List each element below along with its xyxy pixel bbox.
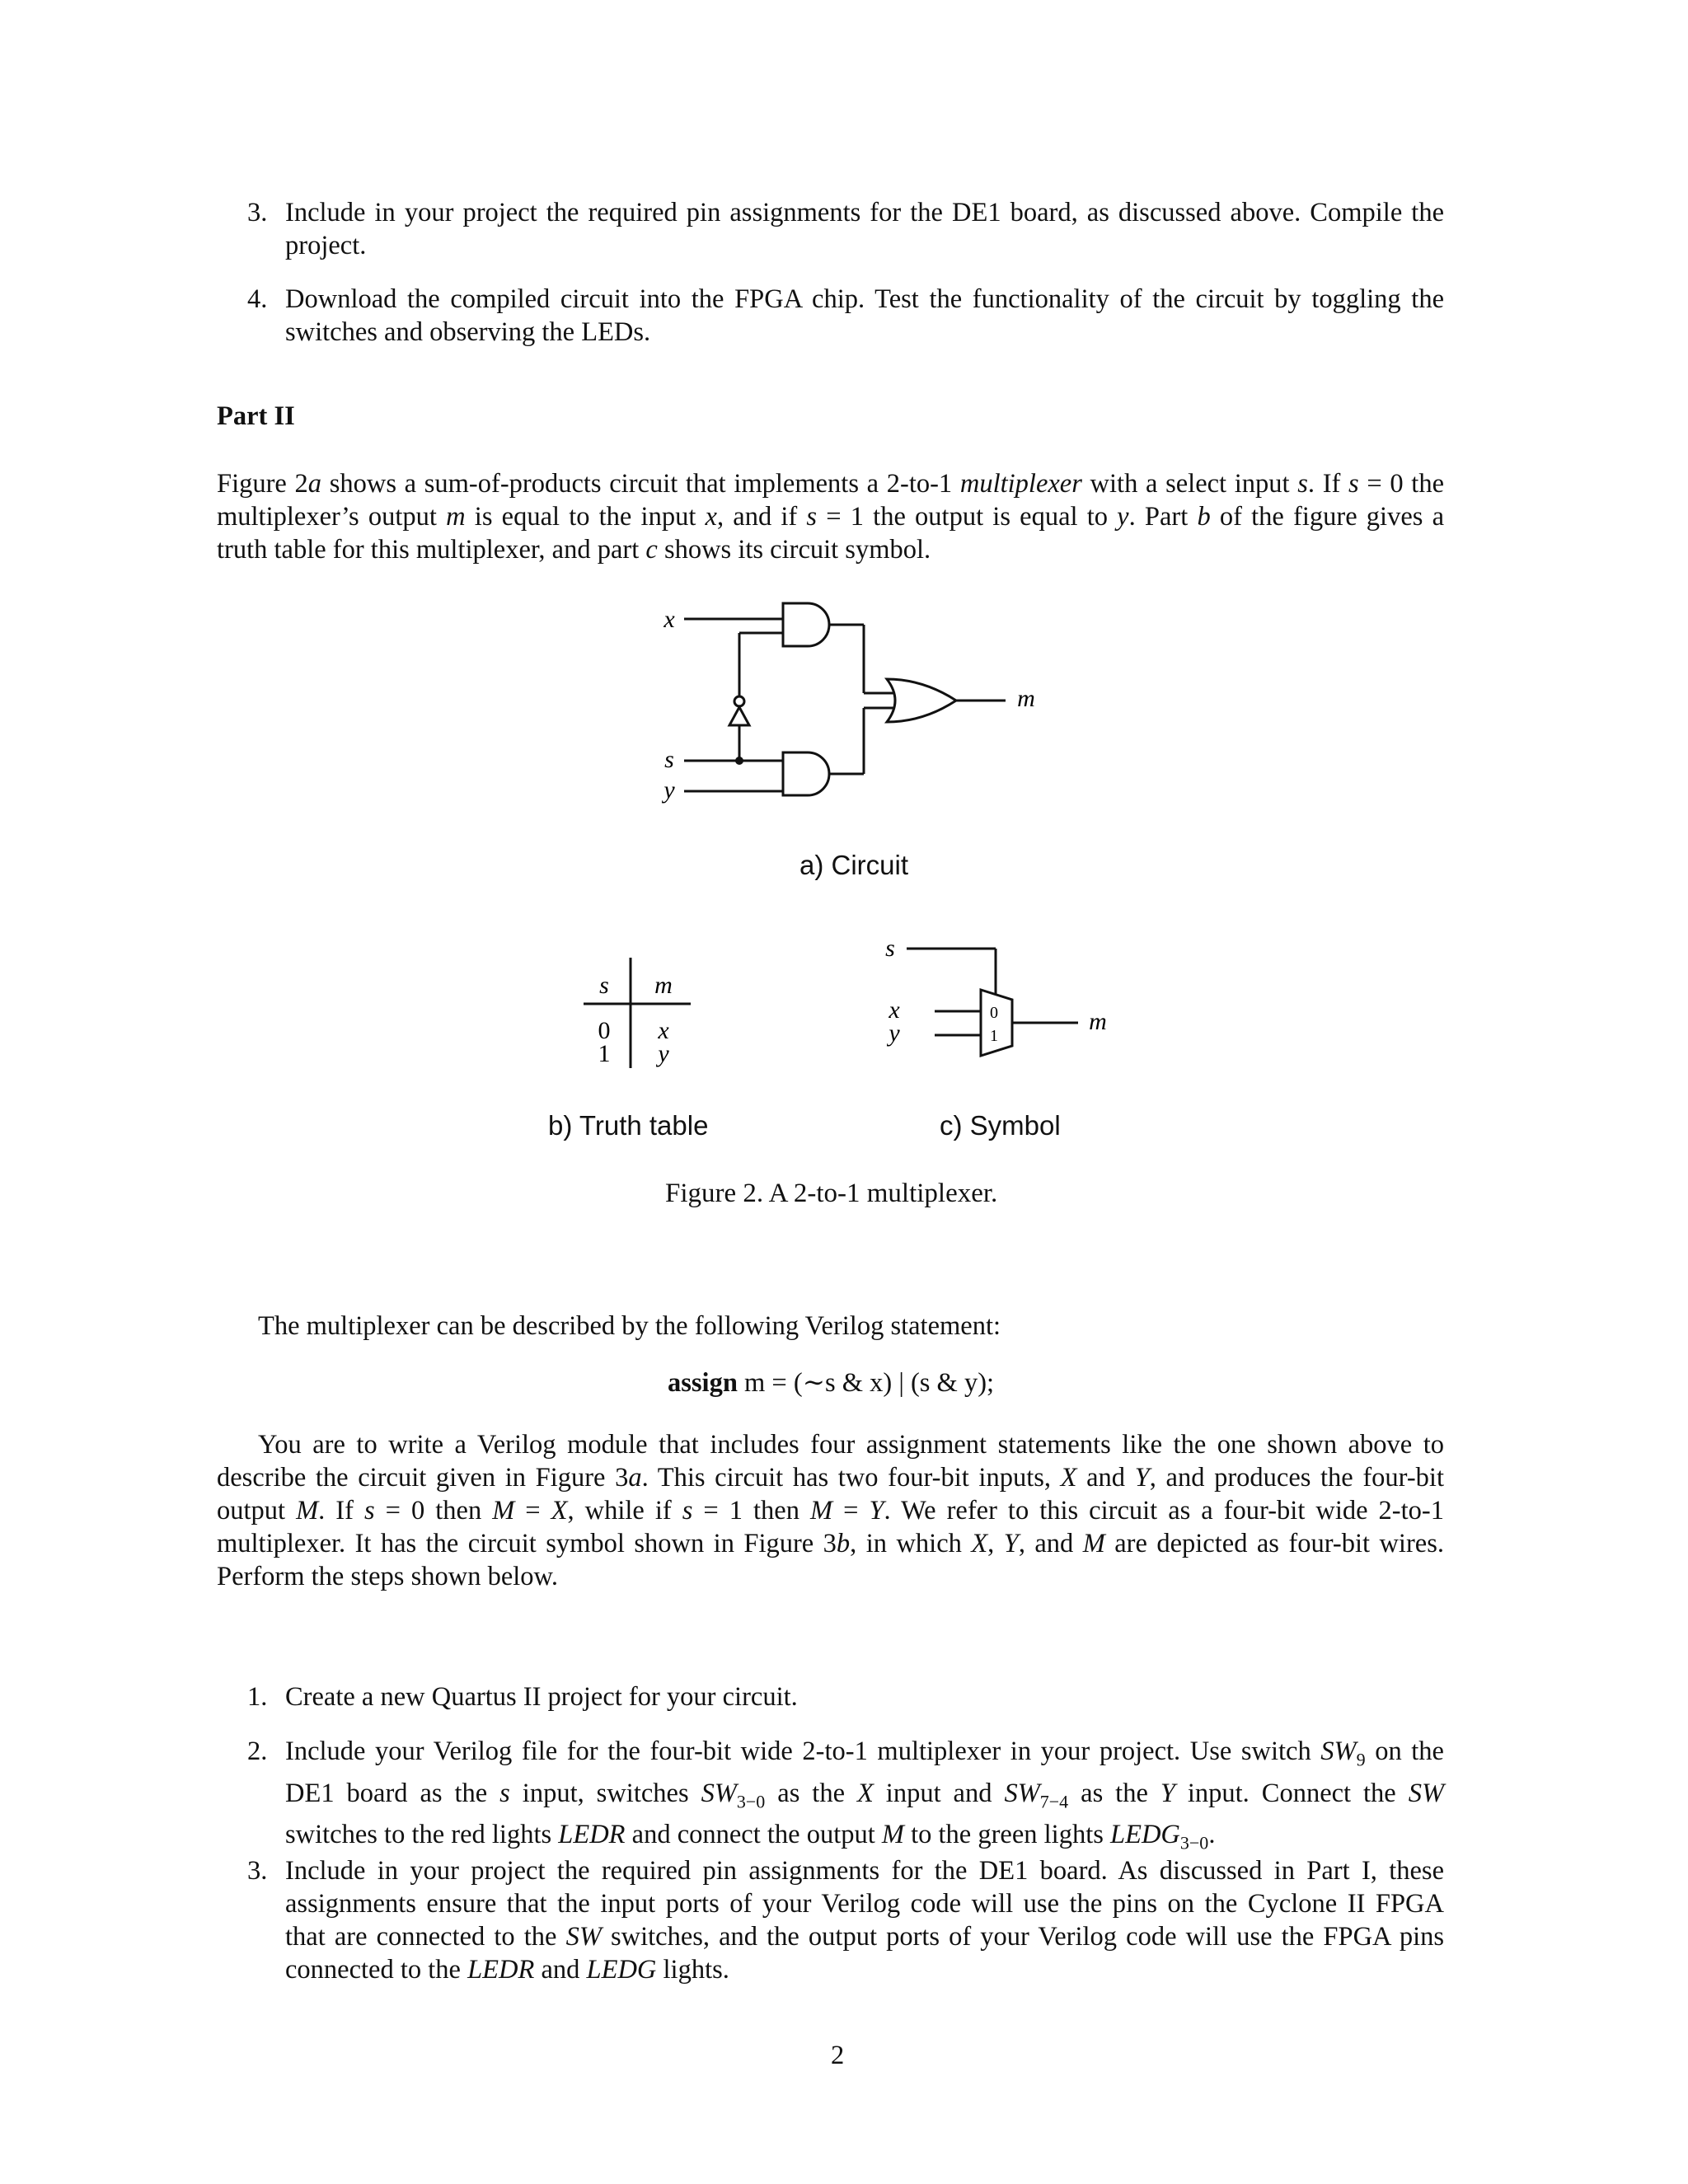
list-item	[247, 1680, 1444, 1713]
symbol-caption: c) Symbol	[940, 1110, 1061, 1141]
list-number: 4.	[247, 284, 268, 314]
list-text: Create a new Quartus II project for your circuit.	[285, 1682, 798, 1712]
truth-table	[577, 956, 701, 1076]
table-cell-m: x	[658, 1017, 669, 1044]
table-header-s: s	[599, 972, 609, 999]
list-item	[247, 1854, 1444, 1986]
symbol-input-0: 0	[990, 1004, 998, 1022]
table-cell-m: y	[658, 1040, 669, 1067]
and-gate-top	[783, 603, 829, 646]
junction-dot	[735, 757, 743, 765]
verilog-keyword: assign	[668, 1368, 738, 1398]
list-text: Include in your project the required pin assignments for the DE1 board. As discussed in Part I, these assignments ensure that the input ports of your Verilog code will use the pins on the Cyclone II FPGA that are connected to the SW switches, and the output ports of your Verilog code will use the FPGA pins connected to the LEDR and LEDG lights.	[285, 1856, 1444, 1985]
intro-paragraph: Figure 2a shows a sum-of-products circuit that implements a 2-to-1 multiplexer with a select input s. If s = 0 the multiplexer’s output m is equal to the input x, and if s = 1 the output is equal to y. Part b of the figure gives a truth table for this multiplexer, and part c shows its circuit symbol.	[217, 469, 1444, 565]
symbol-label-s: s	[885, 935, 895, 962]
table-header-m: m	[654, 972, 673, 999]
and-gate-bottom	[783, 752, 829, 795]
table-cell-s: 1	[598, 1040, 611, 1067]
mux-circuit-diagram	[651, 593, 1080, 841]
list-text: Include your Verilog file for the four-bit wide 2-to-1 multiplexer in your project. Use switch $SW_9$ on the DE1 board as the s input, switches $SW_{3-0}$ as the X input and $SW_{7-4}$ as the Y input. Connect the SW switches to the red lights LEDR and connect the output M to the green lights $LEDG_{3-0}$.	[285, 1736, 1445, 1854]
inverter-gate	[729, 707, 749, 725]
circuit-label-x: x	[663, 606, 675, 633]
page-number: 2	[831, 2041, 845, 2070]
list-item	[247, 1735, 1445, 1854]
section-heading: Part II	[217, 401, 295, 431]
description-paragraph: You are to write a Verilog module that includes four assignment statements like the one shown above to describe the circuit given in Figure 3a. This circuit has two four-bit inputs, X and Y, and produces the four-bit output M. If s = 0 then M = X, while if s = 1 then M = Y. We refer to this circuit as a four-bit wide 2-to-1 multiplexer. It has the circuit symbol shown in Figure 3b, in which X, Y, and M are depicted as four-bit wires. Perform the steps shown below.	[217, 1430, 1444, 1591]
circuit-caption: a) Circuit	[799, 850, 909, 880]
list-item	[247, 196, 1444, 262]
list-number: 1.	[247, 1682, 268, 1712]
list-text: Include in your project the required pin assignments for the DE1 board, as discussed above. Compile the project.	[285, 198, 1444, 260]
symbol-label-m: m	[1089, 1008, 1107, 1035]
list-number: 3.	[247, 1856, 268, 1886]
circuit-label-m: m	[1017, 685, 1035, 712]
list-number: 2.	[247, 1736, 268, 1766]
figure-caption: Figure 2. A 2-to-1 multiplexer.	[665, 1179, 998, 1208]
or-gate	[887, 679, 956, 722]
circuit-label-y: y	[663, 776, 675, 804]
truth-table-caption: b) Truth table	[548, 1110, 709, 1141]
list-item	[247, 283, 1444, 349]
verilog-statement: assign m = (∼s & x) | (s & y);	[668, 1368, 995, 1398]
circuit-label-s: s	[664, 746, 674, 773]
verilog-intro: The multiplexer can be described by the following Verilog statement:	[258, 1311, 1001, 1341]
symbol-label-y: y	[889, 1019, 900, 1047]
symbol-input-1: 1	[990, 1027, 998, 1045]
list-number: 3.	[247, 198, 268, 227]
list-text: Download the compiled circuit into the FPGA chip. Test the functionality of the circuit by toggling the switches and observing the LEDs.	[285, 284, 1444, 347]
symbol-label-x: x	[889, 996, 900, 1024]
table-cell-s: 0	[598, 1017, 611, 1044]
mux-body	[981, 990, 1012, 1056]
mux-symbol	[882, 927, 1129, 1092]
